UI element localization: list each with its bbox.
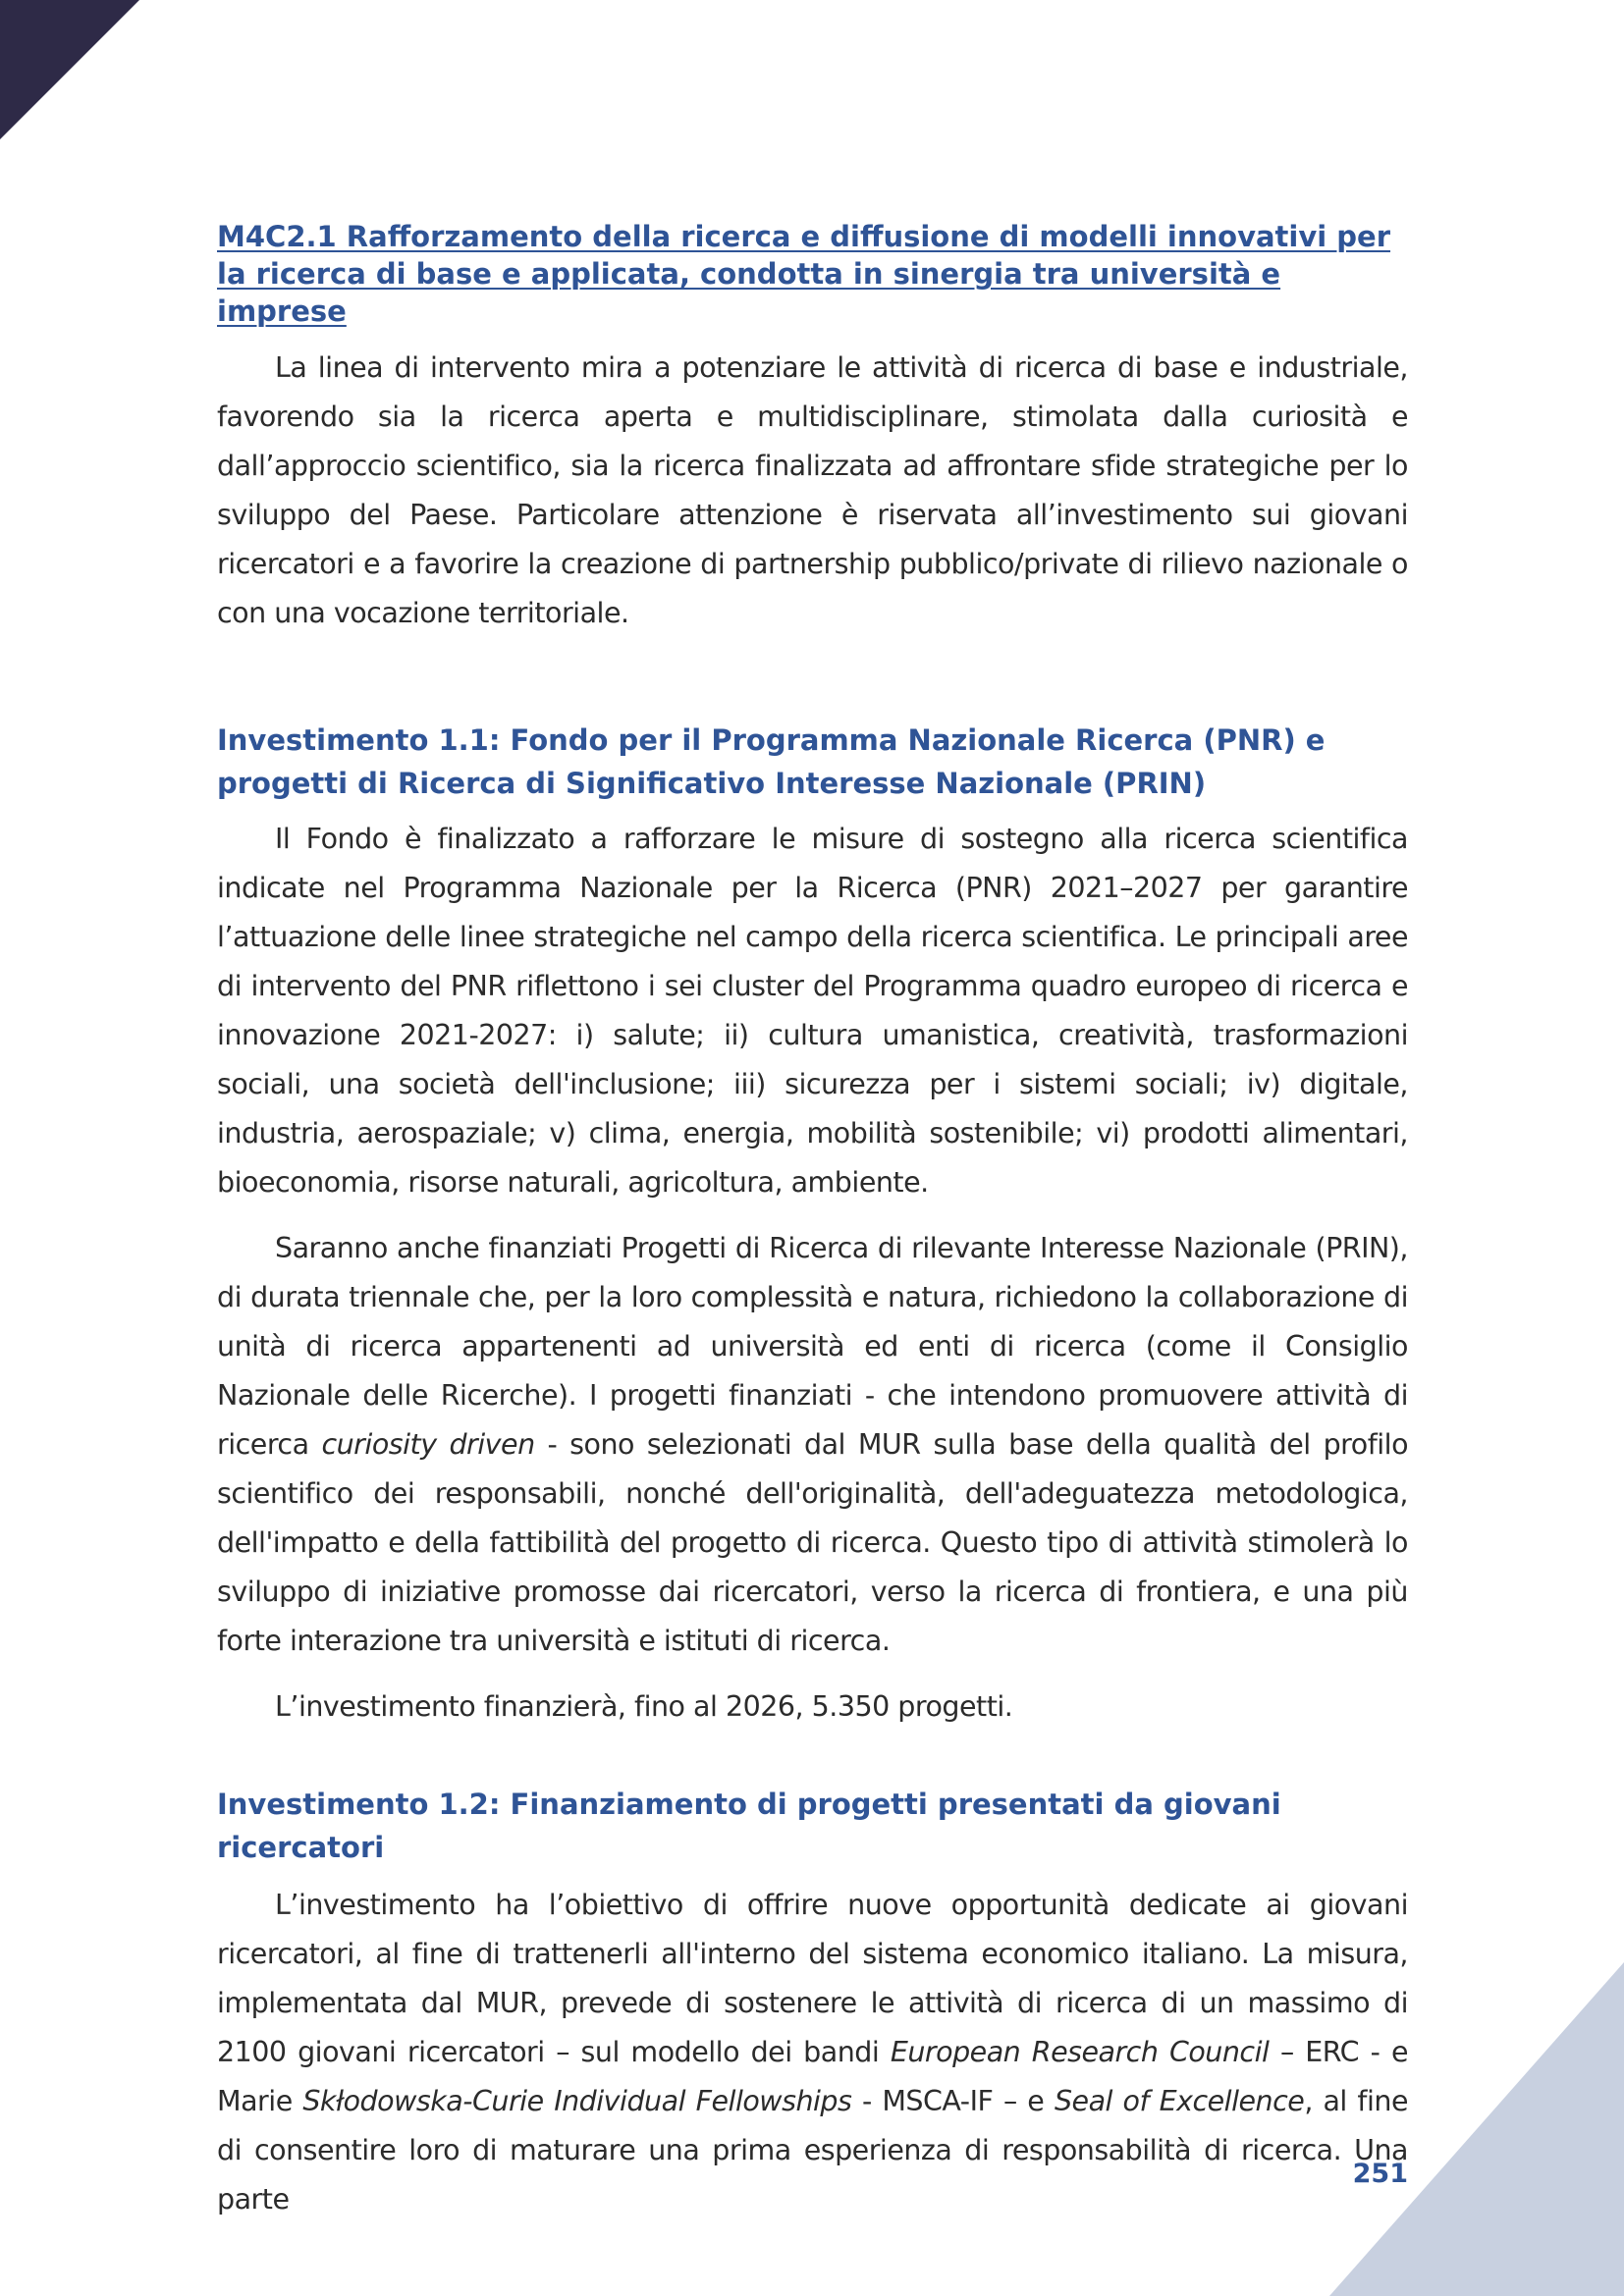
curiosity-driven-italic: curiosity driven bbox=[321, 1428, 535, 1461]
erc-italic: European Research Council bbox=[890, 2036, 1270, 2068]
investment-1-1-paragraph-1: Il Fondo è finalizzato a rafforzare le misure di sostegno alla ricerca scientifica indicate nel Programma Nazionale per la Ricerca (PNR) 2021–2027 per garantire l’attuazione delle linee strategiche nel campo della ricerca scientifica. Le principali aree di intervento del PNR riflettono i sei cluster del Programma quadro europeo di ricerca e innovazione 2021-2027: i) salute; ii) cultura umanistica, creatività, trasformazioni sociali, una società dell'inclusione; iii) sicurezza per i sistemi sociali; iv) digitale, industria, aerospaziale; v) clima, energia, mobilità sostenibile; vi) prodotti alimentari, bioeconomia, risorse naturali, agricoltura, ambiente. bbox=[217, 823, 1408, 1199]
investment-1-1-paragraph-3: L’investimento finanzierà, fino al 2026, 5.350 progetti. bbox=[275, 1690, 1013, 1723]
page-content bbox=[217, 218, 1408, 2224]
investment-1-2-paragraph bbox=[217, 1881, 1408, 2224]
seal-of-excellence-italic: Seal of Excellence bbox=[1054, 2085, 1305, 2117]
paragraph-text-d: , al fine di consentire loro di maturare una prima esperienza di responsabilità di ricerca. Una parte bbox=[217, 2085, 1408, 2216]
investment-1-1-paragraph-2 bbox=[217, 1224, 1408, 1666]
paragraph-text-c: - MSCA-IF – e bbox=[851, 2085, 1055, 2117]
paragraph-text-a: L’investimento ha l’obiettivo di offrire nuove opportunità dedicate ai giovani ricercatori, al fine di trattenerli all'interno del sistema economico italiano. La misura, implementata dal MUR, prevede di sostenere le attività di ricerca di un massimo di 2100 giovani ricercatori – sul modello dei bandi bbox=[217, 1889, 1408, 2068]
paragraph-2-text-a: Saranno anche finanziati Progetti di Ricerca di rilevante Interesse Nazionale (PRIN), di durata triennale che, per la loro complessità e natura, richiedono la collaborazione di unità di ricerca appartenenti ad università ed enti di ricerca (come il Consiglio Nazionale delle Ricerche). I progetti finanziati - che intendono promuovere attività di ricerca bbox=[217, 1232, 1408, 1461]
paragraph-text-b: – ERC - e Marie bbox=[217, 2036, 1408, 2117]
investment-1-1-title: Investimento 1.1: Fondo per il Programma Nazionale Ricerca (PNR) e progetti di Ricerca di Significativo Interesse Nazionale (PRIN) bbox=[217, 723, 1326, 800]
page-number: 251 bbox=[1352, 2159, 1408, 2189]
top-left-corner-decoration bbox=[0, 0, 139, 139]
msca-italic: Skłodowska-Curie Individual Fellowships bbox=[302, 2085, 852, 2117]
investment-1-2-title: Investimento 1.2: Finanziamento di progetti presentati da giovani ricercatori bbox=[217, 1788, 1281, 1864]
paragraph-2-text-b: - sono selezionati dal MUR sulla base della qualità del profilo scientifico dei responsabili, nonché dell'originalità, dell'adeguatezza metodologica, dell'impatto e della fattibilità del progetto di ricerca. Questo tipo di attività stimolerà lo sviluppo di iniziative promosse dai ricercatori, verso la ricerca di frontiera, e una più forte interazione tra università e istituti di ricerca. bbox=[217, 1428, 1409, 1657]
section-intro-paragraph: La linea di intervento mira a potenziare le attività di ricerca di base e industriale, favorendo sia la ricerca aperta e multidisciplinare, stimolata dalla curiosità e dall’approccio scientifico, sia la ricerca finalizzata ad affrontare sfide strategiche per lo sviluppo del Paese. Particolare attenzione è riservata all’investimento sui giovani ricercatori e a favorire la creazione di partnership pubblico/private di rilievo nazionale o con una vocazione territoriale. bbox=[217, 351, 1408, 629]
section-title: M4C2.1 Rafforzamento della ricerca e diffusione di modelli innovativi per la ricerca di base e applicata, condotta in sinergia tra università e imprese bbox=[217, 220, 1391, 328]
